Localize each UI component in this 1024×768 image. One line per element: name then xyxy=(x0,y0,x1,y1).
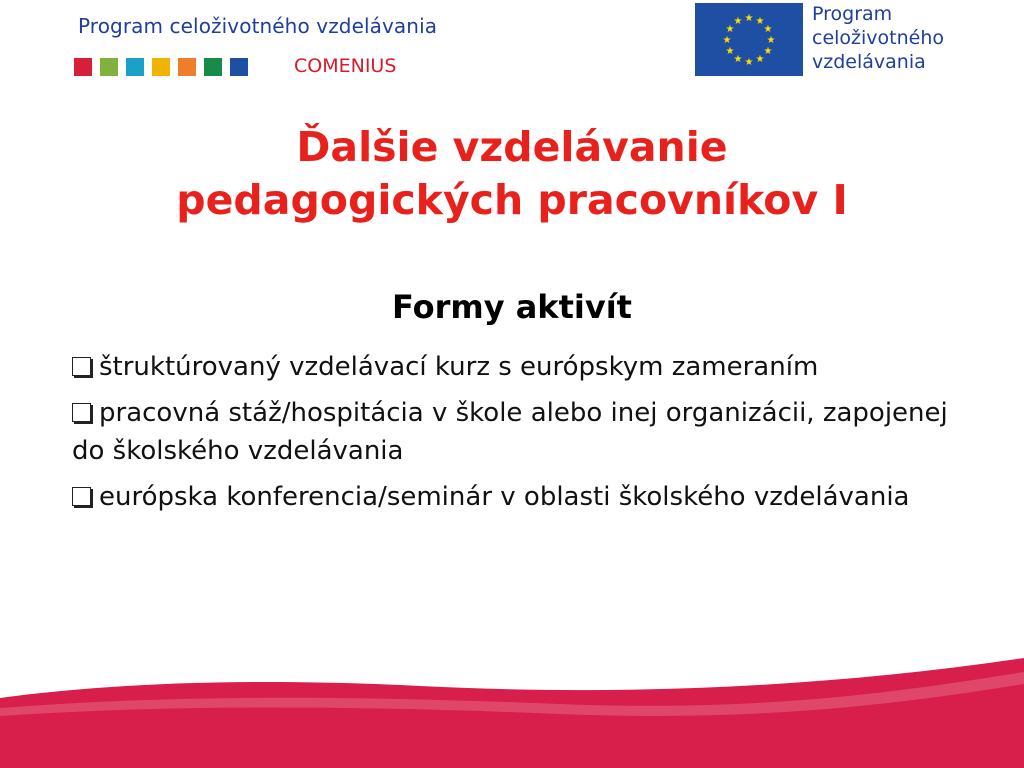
color-square xyxy=(152,58,170,76)
eu-flag-icon xyxy=(695,3,803,76)
svg-text:★: ★ xyxy=(744,13,754,24)
list-item-text: štruktúrovaný vzdelávací kurz s európskym zameraním xyxy=(99,352,819,382)
color-squares xyxy=(74,58,248,76)
checkbox-bullet-icon xyxy=(72,403,91,422)
checkbox-bullet-icon xyxy=(72,487,91,506)
svg-text:★: ★ xyxy=(722,35,732,46)
program-logo-text xyxy=(812,2,944,74)
svg-text:★: ★ xyxy=(725,24,735,35)
list-item xyxy=(72,394,972,470)
svg-text:★: ★ xyxy=(755,16,765,27)
activity-list xyxy=(72,348,972,524)
list-item xyxy=(72,348,972,386)
color-square xyxy=(204,58,222,76)
slide-title-line2: pedagogických pracovníkov I xyxy=(176,176,848,224)
slide-subtitle: Formy aktivít xyxy=(392,288,632,326)
list-item xyxy=(72,478,972,516)
svg-text:★: ★ xyxy=(766,35,776,46)
slide-title-line1: Ďalšie vzdelávanie xyxy=(296,123,728,171)
color-square xyxy=(230,58,248,76)
logo-text-line: Program xyxy=(812,3,893,25)
logo-text-line: vzdelávania xyxy=(812,51,926,73)
comenius-label: COMENIUS xyxy=(294,55,397,77)
top-left-title: Program celoživotného vzdelávania xyxy=(78,14,438,38)
logo-text-line: celoživotného xyxy=(812,27,945,49)
svg-text:★: ★ xyxy=(733,16,743,27)
color-square xyxy=(126,58,144,76)
list-item-text: európska konferencia/seminár v oblasti školského vzdelávania xyxy=(99,482,910,512)
slide-title xyxy=(0,121,1024,227)
color-square xyxy=(100,58,118,76)
checkbox-bullet-icon xyxy=(72,357,91,376)
svg-text:★: ★ xyxy=(755,54,765,65)
list-item-text: pracovná stáž/hospitácia v škole alebo inej organizácii, zapojenej do školského vzdelávania xyxy=(72,398,948,466)
color-square xyxy=(74,58,92,76)
svg-text:★: ★ xyxy=(763,46,773,57)
svg-text:★: ★ xyxy=(725,46,735,57)
svg-text:★: ★ xyxy=(744,57,754,68)
decorative-wave xyxy=(0,650,1024,768)
svg-text:★: ★ xyxy=(763,24,773,35)
color-square xyxy=(178,58,196,76)
svg-text:★: ★ xyxy=(733,54,743,65)
